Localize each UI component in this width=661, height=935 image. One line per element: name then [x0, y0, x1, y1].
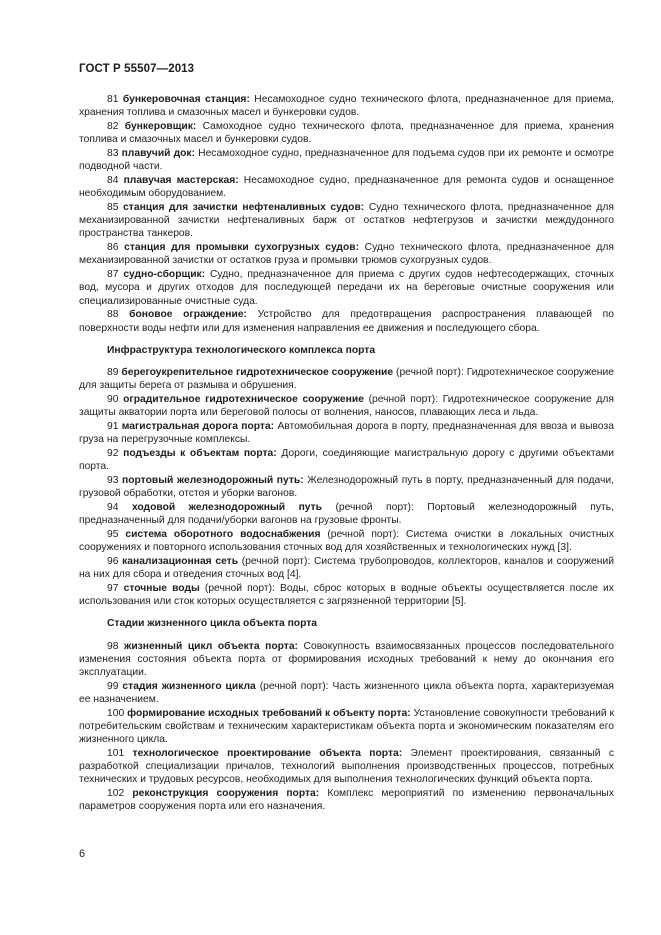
entry-number: 90: [107, 394, 119, 406]
term-entry: [79, 528, 614, 554]
term-entry: [79, 147, 614, 173]
entry-term: боновое ограждение:: [129, 309, 247, 321]
entry-term: портовый железнодорожный путь:: [122, 475, 304, 487]
entry-definition: Автомобильная дорога в порту, предназначенная для ввоза и вывоза груза на перегрузочные комплексы.: [79, 421, 614, 446]
term-entry: [79, 582, 614, 608]
document-body: [79, 93, 614, 814]
entry-definition: (речной порт): Часть жизненного цикла объекта порта, характеризуемая ее назначением.: [79, 680, 614, 706]
entry-term: станция для зачистки нефтеналивных судов:: [123, 202, 365, 213]
entry-number: 96: [107, 556, 119, 568]
entry-term: подъезды к объектам порта:: [123, 448, 277, 460]
page-number: 6: [79, 848, 86, 860]
entry-number: 91: [107, 421, 119, 433]
entry-number: 83: [107, 148, 119, 159]
entry-term: берегоукрепительное гидротехническое сооружение: [121, 367, 394, 379]
entry-term: жизненный цикл объекта порта:: [124, 640, 298, 652]
term-entry: [79, 420, 614, 446]
term-entry: [79, 308, 614, 334]
entry-term: плавучий док:: [121, 148, 196, 159]
entry-definition: (речной порт): Воды, сброс которых в водные объекты осуществляется после их использования или сток которых осуществляется с загрязненной территории [5].: [79, 583, 614, 608]
entry-term: сточные воды: [123, 583, 200, 595]
entry-term: магистральная дорога порта:: [121, 421, 275, 433]
entry-definition: Комплекс мероприятий по изменению первоначальных параметров сооружения порта или его назначения.: [79, 788, 614, 813]
term-entry: [79, 241, 614, 267]
entry-definition: Железнодорожный путь в порту, предназначенный для подачи, грузовой обработки, отстоя и уборки вагонов.: [79, 475, 614, 500]
term-entry: [79, 366, 614, 392]
entry-definition: (речной порт): Система очистки в локальных очистных сооружениях и повторного использования сточных вод для хозяйственных и технологических нужд [3].: [79, 529, 614, 554]
entry-definition: Совокупность взаимосвязанных процессов последовательного изменения состояния объекта порта от формирования исходных требований к нему до окончания его эксплуатации.: [79, 640, 614, 679]
entry-term: плавучая мастерская:: [123, 175, 239, 186]
entry-number: 100: [107, 707, 125, 719]
entry-number: 95: [107, 529, 119, 541]
entry-definition: Несамоходное судно, предназначенное для подъема судов при их ремонте и осмотре подводной части.: [79, 148, 614, 173]
entry-number: 89: [107, 367, 119, 379]
term-entry: [79, 787, 614, 813]
term-entry: [79, 555, 614, 581]
entry-term: ходовой железнодорожный путь: [131, 502, 323, 514]
entry-number: 101: [107, 748, 125, 760]
entry-number: 92: [107, 448, 119, 460]
entry-number: 86: [107, 242, 119, 254]
entry-number: 98: [107, 640, 119, 652]
entry-term: судно-сборщик:: [123, 269, 206, 281]
entry-definition: (речной порт): Система трубопроводов, коллекторов, каналов и сооружений на них для сбора и отведения сточных вод [4].: [79, 556, 614, 581]
entry-definition: Несамоходное судно, предназначенное для ремонта судов и оснащенное необходимым оборудованием.: [79, 175, 614, 200]
term-entry: [79, 447, 614, 473]
entry-definition: Дороги, соединяющие магистральную дорогу с другими объектами порта.: [79, 448, 614, 473]
entry-definition: Судно технического флота, предназначенное для механизированной зачистки от остатков груза и промывки трюмов сухогрузных судов.: [79, 242, 614, 267]
entry-number: 81: [107, 94, 119, 105]
term-entry: [79, 201, 614, 241]
entry-number: 102: [107, 788, 125, 800]
entry-number: 99: [107, 680, 119, 692]
entry-term: бункеровщик:: [124, 121, 197, 132]
entry-term: реконструкция сооружения порта:: [132, 788, 320, 800]
entry-definition: Установление совокупности требований к потребительским свойствам и техническим характеристикам объекта порта и экономическим показателям его жизненного цикла.: [79, 707, 614, 746]
entry-term: стадия жизненного цикла: [122, 680, 256, 692]
section-heading: Стадии жизненного цикла объекта порта: [107, 618, 318, 630]
entry-definition: Элемент проектирования, связанный с разработкой специализации причалов, технологий выполнения производственных процессов, потребных технических и трудовых ресурсов, необходимых для выполнения технологических функций объекта порта.: [79, 748, 614, 786]
entry-term: технологическое проектирование объекта порта:: [132, 748, 403, 760]
term-entry: [79, 474, 614, 500]
entry-definition: (речной порт): Гидротехническое сооружение для защиты акватории порта или береговой полосы от волнения, наносов, плавающих леса и льда.: [79, 394, 614, 419]
section-heading: Инфраструктура технологического комплекса порта: [107, 344, 376, 356]
entry-term: станция для промывки сухогрузных судов:: [124, 242, 360, 254]
term-entry: [79, 747, 614, 787]
entry-definition: Судно технического флота, предназначенное для механизированной зачистки нефтеналивных барж от остатков нефтегрузов и зачистки междудонного пространства танкеров.: [79, 202, 614, 240]
term-entry: [79, 393, 614, 419]
entry-term: система оборотного водоснабжения: [125, 529, 321, 541]
term-entry: [79, 268, 614, 308]
entry-definition: Судно, предназначенное для приема с других судов нефтесодержащих, сточных вод, мусора и других отходов для последующей передачи их на береговые очистные сооружения или специализированные очистные суда.: [79, 269, 614, 307]
entry-term: оградительное гидротехническое сооружение: [123, 394, 364, 406]
entry-number: 87: [107, 269, 119, 281]
entry-number: 85: [107, 202, 119, 213]
term-entry: [79, 640, 614, 680]
entry-number: 93: [107, 475, 119, 487]
entry-number: 97: [107, 583, 119, 595]
entry-definition: Несамоходное судно технического флота, предназначенное для приема, хранения топлива и смазочных масел и бункеровки судов.: [79, 94, 614, 119]
entry-term: бункеровочная станция:: [122, 94, 250, 105]
entry-definition: (речной порт): Портовый железнодорожный путь, предназначенный для подачи/уборки вагонов на грузовые фронты.: [79, 502, 614, 527]
entry-number: 82: [107, 121, 119, 132]
term-entry: [79, 501, 614, 527]
entry-definition: Самоходное судно технического флота, предназначенное для приема, хранения топлива и смазочных масел и бункеровки судов.: [79, 121, 614, 146]
entry-term: канализационная сеть: [122, 556, 239, 568]
entry-number: 84: [107, 175, 119, 186]
entry-definition: Устройство для предотвращения распространения плавающей по поверхности воды нефти или для изменения направления ее движения и последующего сбора.: [79, 309, 614, 334]
term-entry: [79, 93, 614, 119]
entry-definition: (речной порт): Гидротехническое сооружение для защиты берега от размыва и обрушения.: [79, 367, 614, 392]
term-entry: [79, 680, 614, 706]
standard-header: ГОСТ Р 55507—2013: [79, 63, 195, 75]
term-entry: [79, 120, 614, 146]
entry-number: 88: [107, 309, 119, 321]
entry-number: 94: [107, 502, 119, 514]
term-entry: [79, 174, 614, 200]
term-entry: [79, 707, 614, 747]
entry-term: формирование исходных требований к объекту порта:: [127, 707, 411, 719]
